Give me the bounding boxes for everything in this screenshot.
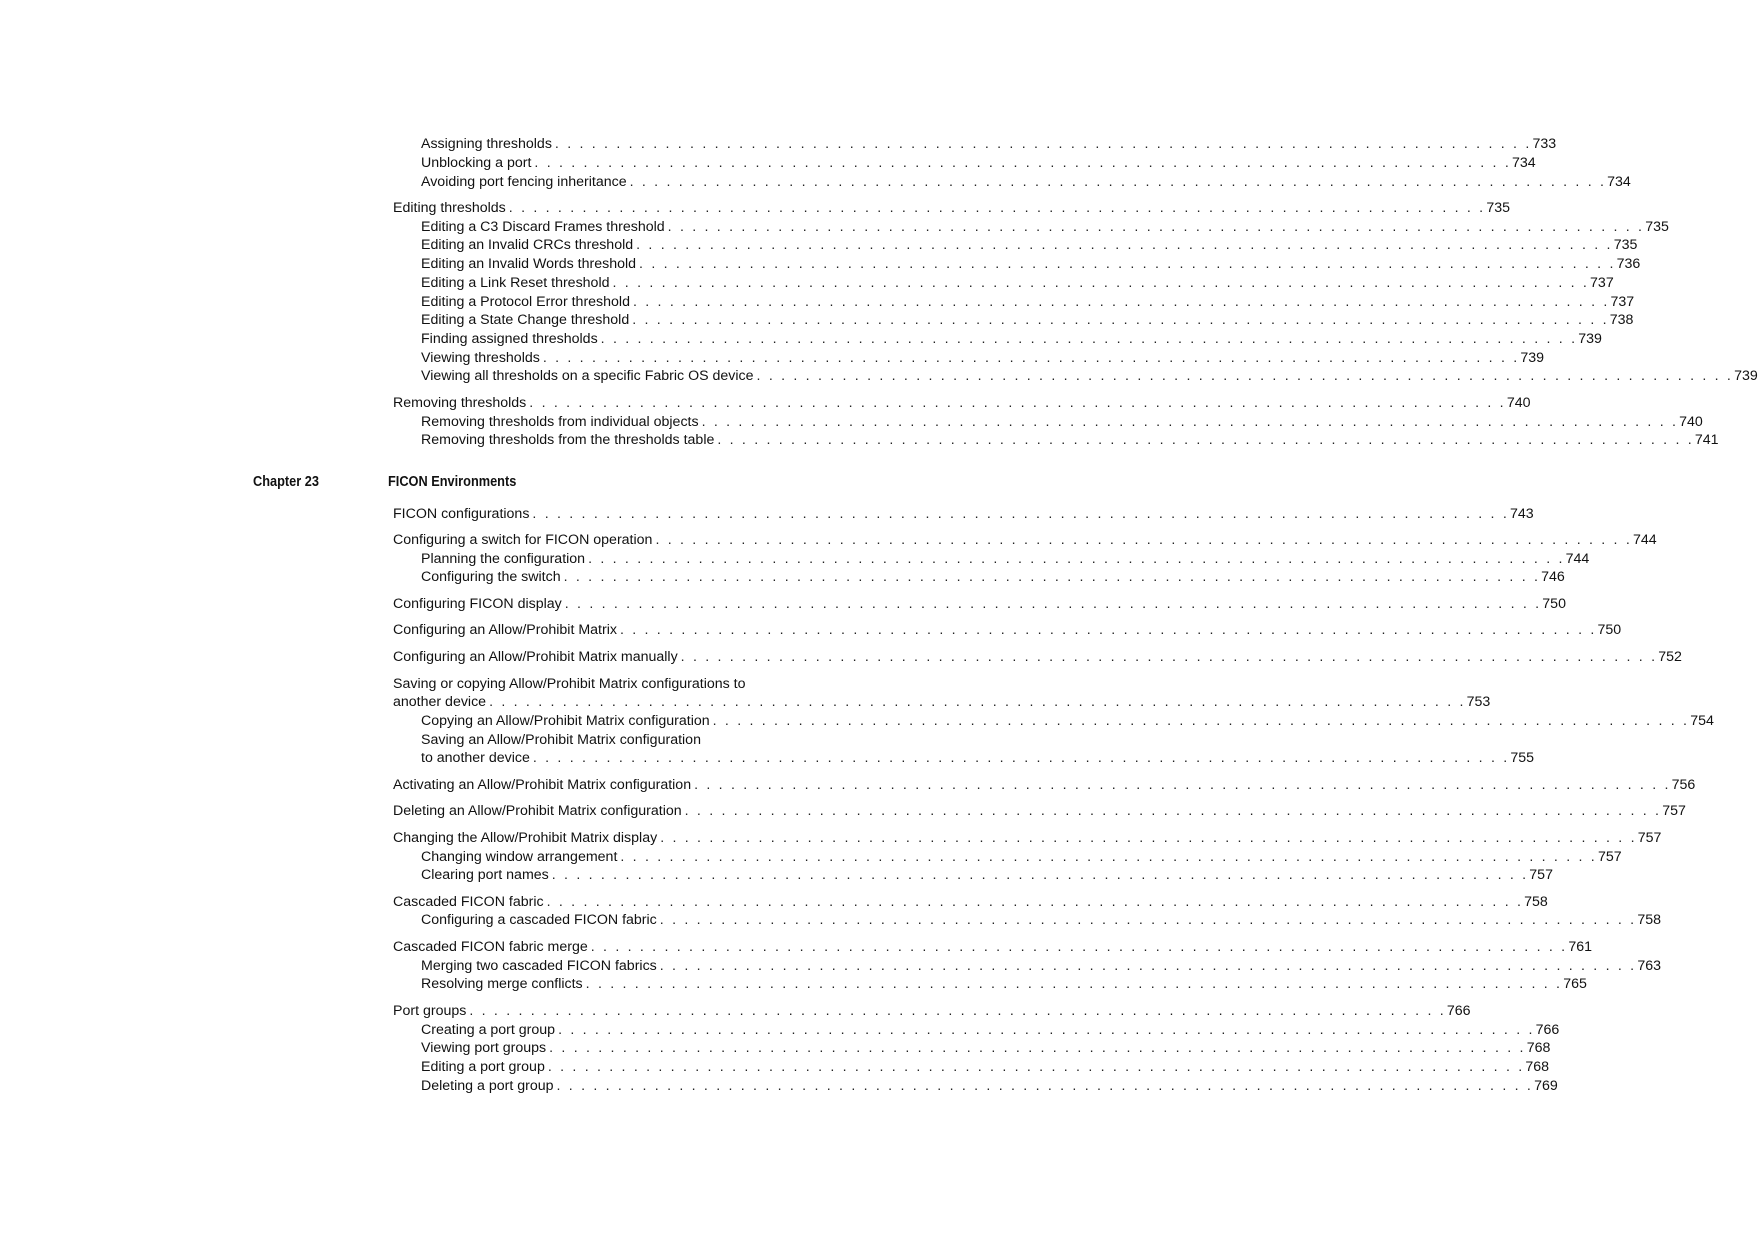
toc-entry-page-number: 768 (1526, 1040, 1551, 1056)
toc-entry[interactable] (421, 413, 1703, 432)
toc-entry-label: to another device (421, 750, 530, 766)
toc-entry-page-number: 752 (1658, 649, 1682, 665)
toc-dot-leader: . . . . . . . . . . . . . . . . . . . . . . . . . . . . . . . . . . . . . . . . . . . . . . . . . . . . . . . . . . . . . . . . . . . . . . . . . . . . . . . . (632, 312, 1609, 328)
toc-dot-leader: . . . . . . . . . . . . . . . . . . . . . . . . . . . . . . . . . . . . . . . . . . . . . . . . . . . . . . . . . . . . . . . . . . . . . . . . . . . . . . . . (600, 331, 1578, 347)
toc-entry-label: Planning the configuration (421, 551, 586, 567)
toc-entry-label: Configuring FICON display (393, 596, 562, 612)
toc-entry-page-number: 761 (1568, 939, 1592, 955)
toc-entry[interactable] (421, 349, 1545, 368)
toc-entry[interactable] (421, 975, 1587, 994)
toc-dot-leader: . . . . . . . . . . . . . . . . . . . . . . . . . . . . . . . . . . . . . . . . . . . . . . . . . . . . . . . . . . . . . . . . . . . . . . . . . . . . . . . . (712, 713, 1690, 729)
toc-entry-page-number: 733 (1532, 136, 1557, 152)
toc-dot-leader: . . . . . . . . . . . . . . . . . . . . . . . . . . . . . . . . . . . . . . . . . . . . . . . . . . . . . . . . . . . . . . . . . . . . . . . . . . . . . . . . (563, 569, 1541, 585)
toc-entry[interactable] (421, 311, 1634, 330)
toc-dot-leader: . . . . . . . . . . . . . . . . . . . . . . . . . . . . . . . . . . . . . . . . . . . . . . . . . . . . . . . . . . . . . . . . . . . . . . . . . . . . . . . . (564, 596, 1542, 612)
toc-dot-leader: . . . . . . . . . . . . . . . . . . . . . . . . . . . . . . . . . . . . . . . . . . . . . . . . . . . . . . . . . . . . . . . . . . . . . . . . . . . . . . . . (547, 1059, 1525, 1075)
toc-entry-page-number: 757 (1597, 849, 1622, 865)
toc-dot-leader: . . . . . . . . . . . . . . . . . . . . . . . . . . . . . . . . . . . . . . . . . . . . . . . . . . . . . . . . . . . . . . . . . . . . . . . . . . . . . . . . (554, 136, 1532, 152)
toc-entry-label: Changing the Allow/Prohibit Matrix display (393, 830, 658, 846)
toc-entry-label: Editing an Invalid CRCs threshold (421, 237, 634, 253)
toc-entry[interactable] (421, 218, 1669, 237)
toc-entry[interactable] (421, 568, 1565, 587)
toc-entry-page-number: 746 (1541, 569, 1565, 585)
toc-entry-label: Port groups (393, 1003, 467, 1019)
toc-entry-page-number: 758 (1637, 912, 1661, 928)
toc-dot-leader: . . . . . . . . . . . . . . . . . . . . . . . . . . . . . . . . . . . . . . . . . . . . . . . . . . . . . . . . . . . . . . . . . . . . . . . . . . . . . . . . (756, 368, 1734, 384)
toc-entry-page-number: 744 (1565, 551, 1590, 567)
toc-dot-leader: . . . . . . . . . . . . . . . . . . . . . . . . . . . . . . . . . . . . . . . . . . . . . . . . . . . . . . . . . . . . . . . . . . . . . . . . . . . . . . . . (532, 506, 1509, 522)
toc-entry[interactable] (393, 531, 1657, 550)
toc-entry-label: Editing a Protocol Error threshold (421, 294, 630, 310)
toc-entry[interactable] (393, 693, 1491, 712)
toc-entry-page-number: 739 (1734, 368, 1758, 384)
toc-dot-leader: . . . . . . . . . . . . . . . . . . . . . . . . . . . . . . . . . . . . . . . . . . . . . . . . . . . . . . . . . . . . . . . . . . . . . . . . . . . . . . . . (558, 1022, 1535, 1038)
toc-dot-leader: . . . . . . . . . . . . . . . . . . . . . . . . . . . . . . . . . . . . . . . . . . . . . . . . . . . . . . . . . . . . . . . . . . . . . . . . . . . . . . . . (534, 155, 1511, 171)
toc-entry-page-number: 743 (1509, 506, 1534, 522)
toc-entry[interactable] (421, 236, 1638, 255)
chapter-number: Chapter 23 (253, 474, 319, 490)
toc-entry-page-number: 734 (1607, 174, 1631, 190)
toc-dot-leader: . . . . . . . . . . . . . . . . . . . . . . . . . . . . . . . . . . . . . . . . . . . . . . . . . . . . . . . . . . . . . . . . . . . . . . . . . . . . . . . . (620, 849, 1597, 865)
toc-entry-page-number: 738 (1609, 312, 1634, 328)
toc-entry-page-number: 757 (1637, 830, 1662, 846)
toc-entry-label: Editing a State Change threshold (421, 312, 630, 328)
toc-entry-label: Cascaded FICON fabric merge (393, 939, 588, 955)
toc-entry[interactable] (393, 595, 1566, 614)
toc-entry-page-number: 741 (1694, 432, 1719, 448)
toc-entry[interactable] (421, 154, 1536, 173)
toc-entry-label: Deleting an Allow/Prohibit Matrix configuration (393, 803, 682, 819)
toc-entry-page-number: 735 (1486, 200, 1510, 216)
toc-entry-page-number: 769 (1534, 1078, 1558, 1094)
toc-entry[interactable] (421, 957, 1661, 976)
toc-entry[interactable] (421, 731, 842, 750)
toc-entry-page-number: 735 (1613, 237, 1638, 253)
toc-entry-page-number: 768 (1525, 1059, 1550, 1075)
toc-entry[interactable] (421, 330, 1602, 349)
toc-entry-page-number: 755 (1510, 750, 1535, 766)
toc-entry-page-number: 735 (1645, 219, 1669, 235)
toc-entry[interactable] (421, 1058, 1550, 1077)
toc-entry-label: Creating a port group (421, 1022, 556, 1038)
toc-entry-label: Removing thresholds from the thresholds table (421, 432, 715, 448)
toc-entry-page-number: 754 (1690, 713, 1714, 729)
toc-entry-label: Configuring a cascaded FICON fabric (421, 912, 657, 928)
toc-entry-page-number: 763 (1637, 958, 1661, 974)
toc-entry[interactable] (393, 621, 1622, 640)
toc-entry[interactable] (393, 675, 842, 694)
toc-entry[interactable] (393, 776, 1696, 795)
toc-entry-page-number: 753 (1466, 694, 1491, 710)
toc-dot-leader: . . . . . . . . . . . . . . . . . . . . . . . . . . . . . . . . . . . . . . . . . . . . . . . . . . . . . . . . . . . . . . . . . . . . . . . . . . . . . . . . (659, 912, 1637, 928)
toc-dot-leader: . . . . . . . . . . . . . . . . . . . . . . . . . . . . . . . . . . . . . . . . . . . . . . . . . . . . . . . . . . . . . . . . . . . . . . . . . . . . . . . . (629, 174, 1607, 190)
toc-entry[interactable] (421, 274, 1614, 293)
toc-dot-leader: . . . . . . . . . . . . . . . . . . . . . . . . . . . . . . . . . . . . . . . . . . . . . . . . . . . . . . . . . . . . . . . . . . . . . . . . . . . . . . . . (667, 219, 1645, 235)
toc-dot-leader: . . . . . . . . . . . . . . . . . . . . . . . . . . . . . . . . . . . . . . . . . . . . . . . . . . . . . . . . . . . . . . . . . . . . . . . . . . . . . . . . (590, 939, 1568, 955)
toc-entry-label: Editing thresholds (393, 200, 506, 216)
toc-entry-page-number: 739 (1520, 350, 1545, 366)
toc-entry[interactable] (421, 367, 1758, 386)
toc-dot-leader: . . . . . . . . . . . . . . . . . . . . . . . . . . . . . . . . . . . . . . . . . . . . . . . . . . . . . . . . . . . . . . . . . . . . . . . . . . . . . . . . (469, 1003, 1446, 1019)
toc-entry-page-number: 734 (1511, 155, 1536, 171)
toc-entry[interactable] (421, 431, 1719, 450)
toc-entry-page-number: 740 (1679, 414, 1703, 430)
toc-dot-leader: . . . . . . . . . . . . . . . . . . . . . . . . . . . . . . . . . . . . . . . . . . . . . . . . . . . . . . . . . . . . . . . . . . . . . . . . . . . . . . . . (508, 200, 1486, 216)
chapter-title: FICON Environments (388, 474, 517, 490)
toc-entry-page-number: 758 (1524, 894, 1548, 910)
toc-dot-leader: . . . . . . . . . . . . . . . . . . . . . . . . . . . . . . . . . . . . . . . . . . . . . . . . . . . . . . . . . . . . . . . . . . . . . . . . . . . . . . . . (680, 649, 1658, 665)
toc-entry-label: Avoiding port fencing inheritance (421, 174, 627, 190)
toc-dot-leader: . . . . . . . . . . . . . . . . . . . . . . . . . . . . . . . . . . . . . . . . . . . . . . . . . . . . . . . . . . . . . . . . . . . . . . . . . . . . . . . . (655, 532, 1632, 548)
toc-entry[interactable] (421, 911, 1661, 930)
toc-entry-label: Viewing port groups (421, 1040, 547, 1056)
toc-entry-label: Editing a C3 Discard Frames threshold (421, 219, 665, 235)
toc-entry-label: Editing an Invalid Words threshold (421, 256, 637, 272)
toc-entry-label: another device (393, 694, 487, 710)
toc-dot-leader: . . . . . . . . . . . . . . . . . . . . . . . . . . . . . . . . . . . . . . . . . . . . . . . . . . . . . . . . . . . . . . . . . . . . . . . . . . . . . . . . (717, 432, 1694, 448)
toc-entry-label: Editing a Link Reset threshold (421, 275, 610, 291)
toc-entry-label: Copying an Allow/Prohibit Matrix configuration (421, 713, 710, 729)
toc-entry-page-number: 737 (1590, 275, 1614, 291)
toc-entry[interactable] (421, 749, 1535, 768)
toc-dot-leader: . . . . . . . . . . . . . . . . . . . . . . . . . . . . . . . . . . . . . . . . . . . . . . . . . . . . . . . . . . . . . . . . . . . . . . . . . . . . . . . . (660, 830, 1637, 846)
toc-entry[interactable] (393, 1002, 1471, 1021)
toc-entry-label: Configuring the switch (421, 569, 561, 585)
toc-entry[interactable] (393, 648, 1682, 667)
toc-entry-page-number: 737 (1610, 294, 1635, 310)
toc-entry-page-number: 744 (1632, 532, 1657, 548)
toc-entry-label: Unblocking a port (421, 155, 532, 171)
toc-entry[interactable] (421, 255, 1641, 274)
toc-entry-label: Viewing thresholds (421, 350, 540, 366)
toc-entry-page-number: 757 (1662, 803, 1686, 819)
toc-dot-leader: . . . . . . . . . . . . . . . . . . . . . . . . . . . . . . . . . . . . . . . . . . . . . . . . . . . . . . . . . . . . . . . . . . . . . . . . . . . . . . . . (489, 694, 1466, 710)
toc-dot-leader: . . . . . . . . . . . . . . . . . . . . . . . . . . . . . . . . . . . . . . . . . . . . . . . . . . . . . . . . . . . . . . . . . . . . . . . . . . . . . . . . (532, 750, 1510, 766)
toc-entry-label: Resolving merge conflicts (421, 976, 583, 992)
toc-entry[interactable] (421, 1039, 1551, 1058)
toc-entry[interactable] (421, 866, 1553, 885)
toc-entry-page-number: 736 (1616, 256, 1641, 272)
toc-entry-label: Removing thresholds from individual objects (421, 414, 699, 430)
toc-entry[interactable] (393, 938, 1592, 957)
toc-entry-page-number: 765 (1563, 976, 1587, 992)
toc-entry-page-number: 750 (1597, 622, 1622, 638)
toc-entry[interactable] (421, 173, 1631, 192)
toc-entry-page-number: 739 (1578, 331, 1602, 347)
toc-entry-label: Cascaded FICON fabric (393, 894, 544, 910)
toc-entry-page-number: 750 (1542, 596, 1566, 612)
toc-entry[interactable] (421, 1021, 1560, 1040)
toc-dot-leader: . . . . . . . . . . . . . . . . . . . . . . . . . . . . . . . . . . . . . . . . . . . . . . . . . . . . . . . . . . . . . . . . . . . . . . . . . . . . . . . . (619, 622, 1597, 638)
toc-dot-leader: . . . . . . . . . . . . . . . . . . . . . . . . . . . . . . . . . . . . . . . . . . . . . . . . . . . . . . . . . . . . . . . . . . . . . . . . . . . . . . . . (588, 551, 1565, 567)
toc-dot-leader: . . . . . . . . . . . . . . . . . . . . . . . . . . . . . . . . . . . . . . . . . . . . . . . . . . . . . . . . . . . . . . . . . . . . . . . . . . . . . . . . (632, 294, 1610, 310)
toc-entry-label: Viewing all thresholds on a specific Fabric OS device (421, 368, 754, 384)
toc-dot-leader: . . . . . . . . . . . . . . . . . . . . . . . . . . . . . . . . . . . . . . . . . . . . . . . . . . . . . . . . . . . . . . . . . . . . . . . . . . . . . . . . (546, 894, 1524, 910)
toc-dot-leader: . . . . . . . . . . . . . . . . . . . . . . . . . . . . . . . . . . . . . . . . . . . . . . . . . . . . . . . . . . . . . . . . . . . . . . . . . . . . . . . . (529, 395, 1506, 411)
toc-dot-leader: . . . . . . . . . . . . . . . . . . . . . . . . . . . . . . . . . . . . . . . . . . . . . . . . . . . . . . . . . . . . . . . . . . . . . . . . . . . . . . . . (551, 867, 1529, 883)
toc-entry-label: FICON configurations (393, 506, 530, 522)
toc-entry-label: Saving an Allow/Prohibit Matrix configuration (421, 732, 701, 748)
toc-dot-leader: . . . . . . . . . . . . . . . . . . . . . . . . . . . . . . . . . . . . . . . . . . . . . . . . . . . . . . . . . . . . . . . . . . . . . . . . . . . . . . . . (639, 256, 1616, 272)
toc-entry-label: Activating an Allow/Prohibit Matrix configuration (393, 777, 692, 793)
toc-dot-leader: . . . . . . . . . . . . . . . . . . . . . . . . . . . . . . . . . . . . . . . . . . . . . . . . . . . . . . . . . . . . . . . . . . . . . . . . . . . . . . . . (694, 777, 1671, 793)
toc-entry-label: Editing a port group (421, 1059, 545, 1075)
toc-entry-page-number: 757 (1529, 867, 1553, 883)
toc-entry-label: Merging two cascaded FICON fabrics (421, 958, 657, 974)
toc-entry-label: Configuring an Allow/Prohibit Matrix (393, 622, 617, 638)
toc-entry-label: Configuring a switch for FICON operation (393, 532, 653, 548)
toc-entry[interactable] (421, 848, 1622, 867)
toc-dot-leader: . . . . . . . . . . . . . . . . . . . . . . . . . . . . . . . . . . . . . . . . . . . . . . . . . . . . . . . . . . . . . . . . . . . . . . . . . . . . . . . . (684, 803, 1662, 819)
toc-dot-leader: . . . . . . . . . . . . . . . . . . . . . . . . . . . . . . . . . . . . . . . . . . . . . . . . . . . . . . . . . . . . . . . . . . . . . . . . . . . . . . . . (556, 1078, 1534, 1094)
toc-dot-leader: . . . . . . . . . . . . . . . . . . . . . . . . . . . . . . . . . . . . . . . . . . . . . . . . . . . . . . . . . . . . . . . . . . . . . . . . . . . . . . . . (585, 976, 1563, 992)
toc-entry[interactable] (393, 893, 1548, 912)
toc-dot-leader: . . . . . . . . . . . . . . . . . . . . . . . . . . . . . . . . . . . . . . . . . . . . . . . . . . . . . . . . . . . . . . . . . . . . . . . . . . . . . . . . (636, 237, 1613, 253)
toc-entry-label: Assigning thresholds (421, 136, 552, 152)
toc-entry[interactable] (421, 1077, 1558, 1096)
toc-entry-page-number: 766 (1446, 1003, 1471, 1019)
toc-entry-label: Clearing port names (421, 867, 549, 883)
toc-entry-page-number: 756 (1671, 777, 1696, 793)
toc-entry[interactable] (393, 802, 1686, 821)
toc-entry[interactable] (421, 135, 1557, 154)
toc-entry[interactable] (421, 550, 1590, 569)
toc-entry[interactable] (393, 394, 1531, 413)
toc-entry[interactable] (393, 199, 1510, 218)
toc-entry-label: Saving or copying Allow/Prohibit Matrix configurations to (393, 676, 746, 692)
toc-entry[interactable] (393, 505, 1534, 524)
toc-dot-leader: . . . . . . . . . . . . . . . . . . . . . . . . . . . . . . . . . . . . . . . . . . . . . . . . . . . . . . . . . . . . . . . . . . . . . . . . . . . . . . . . (701, 414, 1679, 430)
toc-entry[interactable] (421, 293, 1635, 312)
toc-entry-label: Configuring an Allow/Prohibit Matrix manually (393, 649, 678, 665)
toc-entry-label: Deleting a port group (421, 1078, 554, 1094)
toc-entry-label: Finding assigned thresholds (421, 331, 598, 347)
toc-entry-label: Removing thresholds (393, 395, 527, 411)
toc-dot-leader: . . . . . . . . . . . . . . . . . . . . . . . . . . . . . . . . . . . . . . . . . . . . . . . . . . . . . . . . . . . . . . . . . . . . . . . . . . . . . . . . (549, 1040, 1526, 1056)
toc-dot-leader: . . . . . . . . . . . . . . . . . . . . . . . . . . . . . . . . . . . . . . . . . . . . . . . . . . . . . . . . . . . . . . . . . . . . . . . . . . . . . . . . (659, 958, 1637, 974)
toc-entry-page-number: 766 (1535, 1022, 1560, 1038)
toc-entry[interactable] (421, 712, 1714, 731)
toc-dot-leader: . . . . . . . . . . . . . . . . . . . . . . . . . . . . . . . . . . . . . . . . . . . . . . . . . . . . . . . . . . . . . . . . . . . . . . . . . . . . . . . . (542, 350, 1520, 366)
toc-entry-page-number: 740 (1506, 395, 1531, 411)
toc-entry[interactable] (393, 829, 1662, 848)
toc-dot-leader: . . . . . . . . . . . . . . . . . . . . . . . . . . . . . . . . . . . . . . . . . . . . . . . . . . . . . . . . . . . . . . . . . . . . . . . . . . . . . . . . (612, 275, 1590, 291)
toc-entry-label: Changing window arrangement (421, 849, 618, 865)
